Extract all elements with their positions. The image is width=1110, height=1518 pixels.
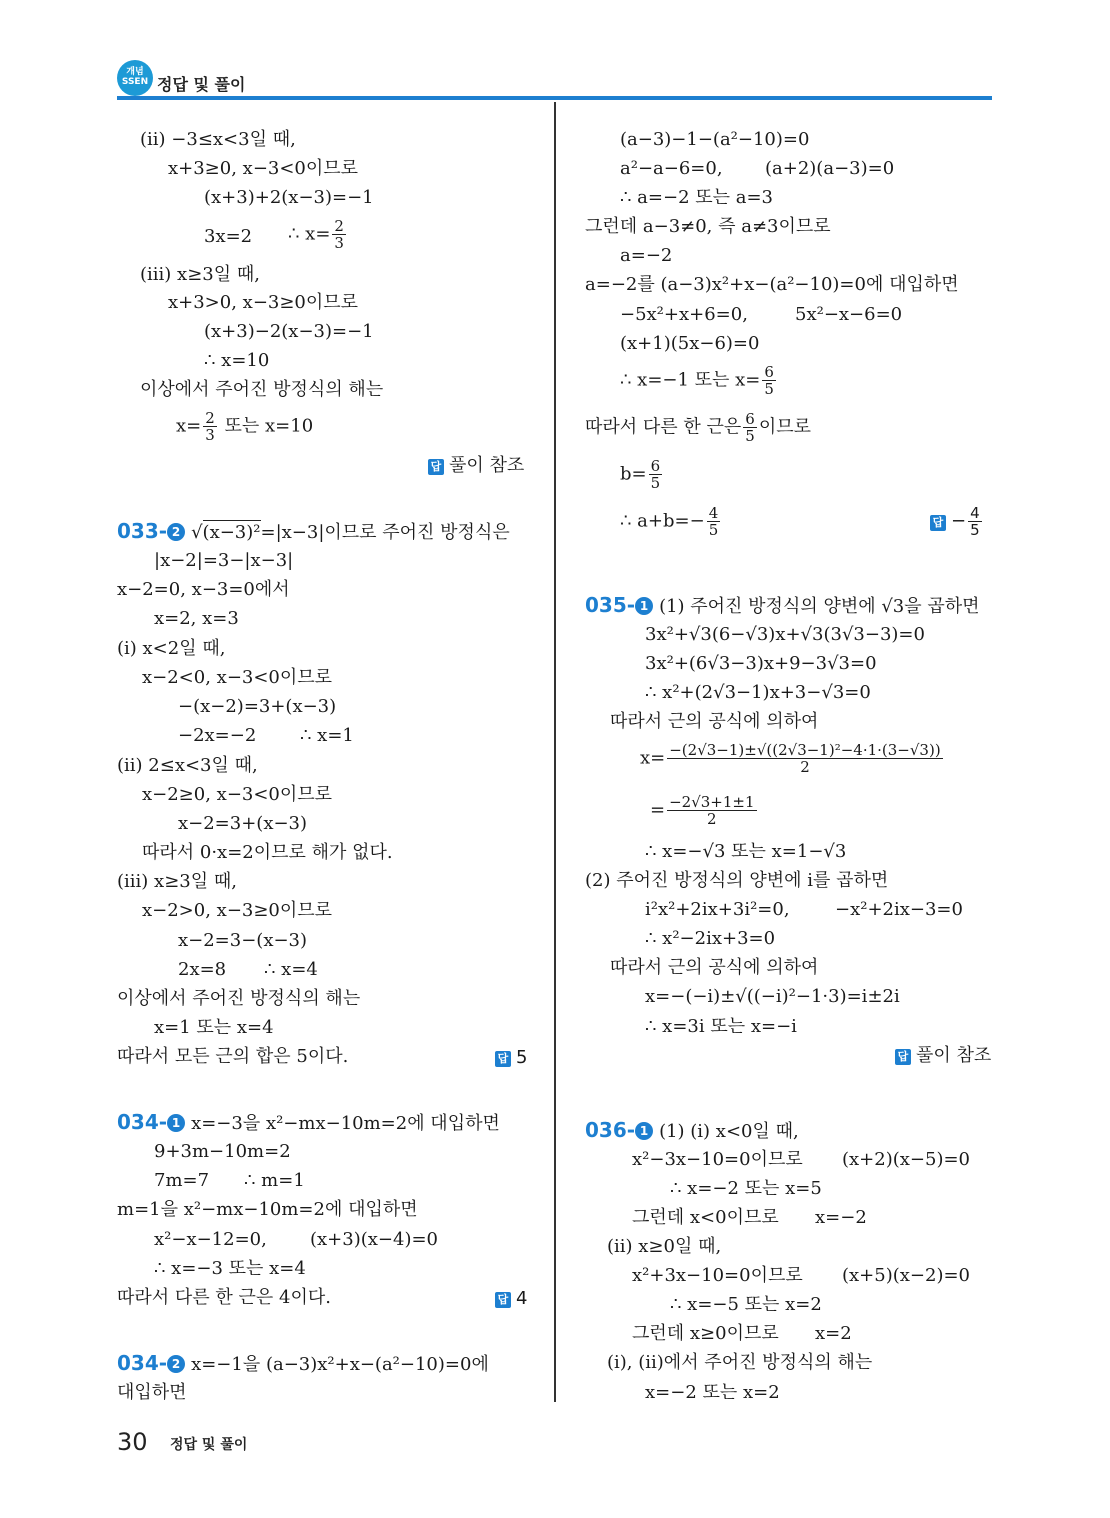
text-line: 그런데 a−3≠0, 즉 a≠3이므로	[585, 216, 831, 237]
fraction: $\frac{2}{3}$	[205, 409, 215, 444]
problem-heading: 034- 2 x=−1을 (a−3)x²+x−(a²−10)=0에	[117, 1351, 489, 1375]
answer-badge: 답 풀이 참조	[895, 1045, 991, 1067]
text-line: 따라서 다른 한 근은 4이다.	[117, 1287, 331, 1308]
text-line: (ⅲ) x≥3일 때,	[140, 264, 260, 285]
equation-line: ∴ x=−2 또는 x=5	[670, 1178, 822, 1199]
text-line: a=−2를 (a−3)x²+x−(a²−10)=0에 대입하면	[585, 274, 959, 295]
equation-line: x=−(−i)±√((−i)²−1·3)=i±2i	[645, 986, 900, 1007]
fraction: $\frac{6}{5}$	[745, 410, 755, 445]
answer-mark: 답	[495, 1051, 511, 1067]
equation-line: x=−2	[815, 1207, 867, 1228]
answer-badge: 답 − $\frac{4}{5}$	[930, 505, 984, 538]
problem-heading: 036- 1 (1) (ⅰ) x<0일 때,	[585, 1118, 799, 1142]
equation-line: x²−x−12=0,	[154, 1229, 267, 1250]
equation-line: −(x−2)=3+(x−3)	[178, 696, 337, 717]
equation-line: (x+1)(5x−6)=0	[620, 333, 760, 354]
answer-mark: 답	[428, 459, 444, 475]
equation-line: a=−2	[620, 245, 673, 266]
fraction: $\frac{\text{−(2√3−1)±√((2√3−1)²−4·1·(3−√3))}}{2}$	[669, 741, 941, 776]
text-line: (ⅱ) 2≤x<3일 때,	[117, 755, 258, 776]
equation-line: ∴ x=10	[204, 350, 270, 371]
equation-line: (x+3)+2(x−3)=−1	[204, 187, 374, 208]
text-line: x+3>0, x−3≥0이므로	[168, 292, 359, 313]
text-line: (ⅰ) x<2일 때,	[117, 638, 226, 659]
equation-line: ∴ x=1	[300, 725, 354, 746]
column-divider	[554, 102, 556, 1402]
equation-line: 3x²+√3(6−√3)x+√3(3√3−3)=0	[645, 624, 925, 645]
equation-line: ∴ x=−3 또는 x=4	[154, 1258, 306, 1279]
text-line: 따라서 근의 공식에 의하여	[610, 957, 819, 978]
text-line: 이상에서 주어진 방정식의 해는	[140, 379, 384, 400]
page-header-title: 정답 및 풀이	[157, 75, 246, 94]
equation-line: |x−2|=3−|x−3|	[154, 550, 294, 571]
answer-mark: 답	[895, 1049, 911, 1065]
equation-line: (x+5)(x−2)=0	[842, 1265, 970, 1286]
fraction: $\frac{4}{5}$	[970, 504, 980, 539]
equation-line: x²−3x−10=0이므로	[632, 1149, 803, 1170]
text-line: 이상에서 주어진 방정식의 해는	[117, 988, 361, 1009]
equation-line: ∴ a+b=− $\frac{4}{5}$	[620, 504, 719, 539]
text-line: (2) 주어진 방정식의 양변에 i를 곱하면	[585, 870, 889, 891]
problem-heading: 033- 2 √(x−3)²=|x−3|이므로 주어진 방정식은	[117, 519, 510, 543]
fraction: $\frac{6}{5}$	[650, 457, 661, 492]
text-line: x−2=0, x−3=0에서	[117, 579, 290, 600]
fraction: $\frac{2}{3}$	[334, 217, 344, 252]
equation-line: ∴ x=3i 또는 x=−i	[645, 1016, 797, 1037]
equation-line: b= $\frac{6}{5}$	[620, 457, 661, 492]
equation-line: 5x²−x−6=0	[795, 304, 903, 325]
text-line: (ⅱ) −3≤x<3일 때,	[140, 129, 296, 150]
text-line: 따라서 모든 근의 합은 5이다.	[117, 1046, 349, 1067]
equation-line: x²+3x−10=0이므로	[632, 1265, 803, 1286]
text-line: 따라서 다른 한 근은 $\frac{6}{5}$ 이므로	[585, 410, 811, 445]
text-line: x−2<0, x−3<0이므로	[142, 667, 333, 688]
text-line: (ⅰ), (ⅱ)에서 주어진 방정식의 해는	[607, 1352, 873, 1373]
fraction: $\frac{-2√3+1\pm 1}{2}$	[669, 793, 755, 828]
text-line: 그런데 x<0이므로	[632, 1207, 779, 1228]
equation-line: (x+3)−2(x−3)=−1	[204, 321, 374, 342]
equation-line: −x²+2ix−3=0	[835, 899, 963, 920]
equation-line: ∴ m=1	[244, 1170, 305, 1191]
equation-line: (a+2)(a−3)=0	[765, 158, 895, 179]
answer-badge: 답 4	[495, 1288, 527, 1310]
footer-label: 정답 및 풀이	[170, 1437, 248, 1453]
equation-line: x=2, x=3	[154, 608, 239, 629]
equation-line: −2x=−2	[178, 725, 257, 746]
equation-line: 9+3m−10m=2	[154, 1141, 291, 1162]
equation-line: ∴ x=−1 또는 x= $\frac{6}{5}$	[620, 363, 774, 398]
text-line: x−2>0, x−3≥0이므로	[142, 900, 333, 921]
equation-line: ∴ x=−√3 또는 x=1−√3	[645, 841, 847, 862]
equation-line: −5x²+x+6=0,	[620, 304, 748, 325]
equation-line: i²x²+2ix+3i²=0,	[645, 899, 790, 920]
equation-line: = $\frac{-2√3+1\pm 1}{2}$	[650, 793, 755, 828]
equation-line: (x+2)(x−5)=0	[842, 1149, 970, 1170]
equation-line: x=1 또는 x=4	[154, 1017, 274, 1038]
equation-line: x−2=3+(x−3)	[178, 813, 308, 834]
equation-line: ∴ x= $\frac{2}{3}$	[288, 217, 344, 252]
equation-line: ∴ a=−2 또는 a=3	[620, 187, 774, 208]
fraction: $\frac{6}{5}$	[764, 363, 774, 398]
equation-line: ∴ x=−5 또는 x=2	[670, 1294, 822, 1315]
equation-line: 3x²+(6√3−3)x+9−3√3=0	[645, 653, 877, 674]
text-line: 따라서 근의 공식에 의하여	[610, 711, 819, 732]
equation-line: x= $\frac{2}{3}$ 또는 x=10	[176, 409, 314, 444]
text-line: x+3≥0, x−3<0이므로	[168, 158, 359, 179]
text-line: 대입하면	[117, 1382, 187, 1403]
text-line: 따라서 0·x=2이므로 해가 없다.	[142, 842, 393, 863]
equation-line: x=2	[815, 1323, 852, 1344]
equation-line: ∴ x=4	[264, 959, 318, 980]
equation-line: 3x=2	[204, 226, 253, 247]
text-line: m=1을 x²−mx−10m=2에 대입하면	[117, 1199, 418, 1220]
problem-heading: 035- 1 (1) 주어진 방정식의 양변에 √3을 곱하면	[585, 593, 980, 617]
answer-mark: 답	[495, 1292, 511, 1308]
equation-line: x=−2 또는 x=2	[645, 1382, 780, 1403]
fraction: $\frac{4}{5}$	[708, 504, 719, 539]
text-line: (ⅲ) x≥3일 때,	[117, 871, 237, 892]
header-rule	[117, 96, 992, 100]
equation-line: (x+3)(x−4)=0	[310, 1229, 438, 1250]
equation-line: 2x=8	[178, 959, 227, 980]
equation-line: x−2=3−(x−3)	[178, 930, 308, 951]
equation-line: x= $\frac{\text{−(2√3−1)±√((2√3−1)²−4·1·(3−√3))}}{2}$	[640, 741, 941, 776]
page-number: 30	[117, 1428, 148, 1456]
equation-line: ∴ x²+(2√3−1)x+3−√3=0	[645, 682, 871, 703]
equation-line: ∴ x²−2ix+3=0	[645, 928, 776, 949]
answer-badge: 답 풀이 참조	[428, 455, 524, 477]
equation-line: a²−a−6=0,	[620, 158, 723, 179]
answer-badge: 답 5	[495, 1047, 527, 1069]
text-line: x−2≥0, x−3<0이므로	[142, 784, 333, 805]
equation-line: (a−3)−1−(a²−10)=0	[620, 129, 810, 150]
answer-mark: 답	[930, 515, 946, 531]
brand-logo: 개념 SSEN	[117, 60, 153, 96]
text-line: (ⅱ) x≥0일 때,	[607, 1236, 722, 1257]
problem-heading: 034- 1 x=−3을 x²−mx−10m=2에 대입하면	[117, 1110, 500, 1134]
equation-line: 7m=7	[154, 1170, 210, 1191]
text-line: 그런데 x≥0이므로	[632, 1323, 779, 1344]
